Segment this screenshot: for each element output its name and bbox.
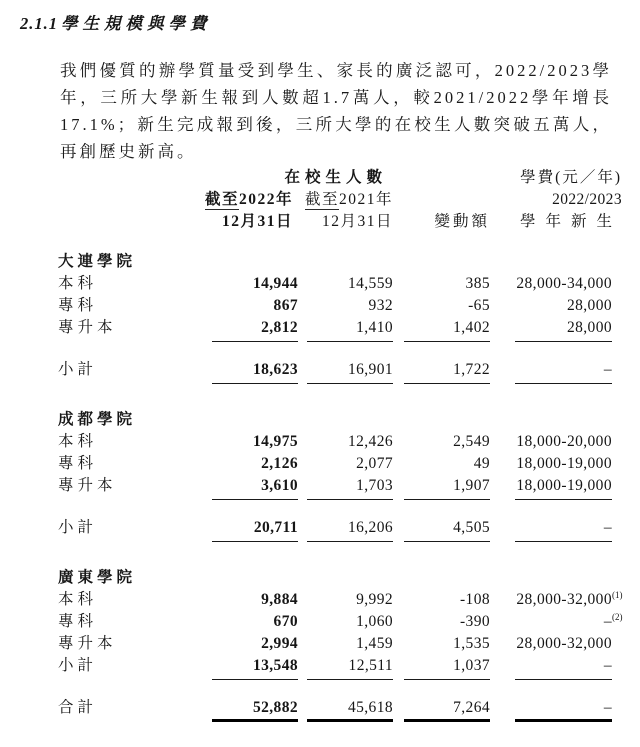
fee-value: 28,000-34,000	[516, 275, 612, 292]
rule-cell	[393, 539, 490, 545]
rule-line	[307, 383, 393, 384]
value-change: 1,037	[453, 657, 490, 674]
row-label: 專升本	[58, 635, 117, 652]
table-row	[58, 611, 623, 633]
rule-spacer-cell	[58, 719, 150, 725]
value-v2021: 2,077	[356, 455, 393, 472]
fee-value: –	[603, 361, 612, 378]
row-label: 本科	[58, 591, 98, 608]
value-change: 2,549	[453, 433, 490, 450]
rule-line	[404, 341, 490, 342]
rule-line	[307, 679, 393, 680]
section-header-row	[58, 567, 612, 589]
spacer	[58, 503, 612, 517]
subtotal-row	[58, 517, 612, 539]
subtotal-row	[58, 655, 612, 677]
value-change: 1,907	[453, 477, 490, 494]
row-label: 專升本	[58, 477, 117, 494]
rule-line	[515, 383, 612, 384]
table-row	[58, 273, 612, 295]
table-row	[58, 475, 612, 497]
row-label: 專升本	[58, 319, 117, 336]
row-label: 專科	[58, 455, 98, 472]
rule-line	[212, 541, 298, 542]
rule-cell	[150, 339, 298, 345]
rule-cell	[393, 677, 490, 683]
rule-cell	[490, 719, 612, 725]
rule-cell	[490, 497, 612, 503]
rule-line	[515, 499, 612, 500]
rule-line	[307, 719, 393, 722]
subtotal-row	[58, 359, 612, 381]
table-row	[58, 453, 612, 475]
value-fee	[490, 295, 612, 317]
rule-line	[307, 341, 393, 342]
value-v2021: 12,426	[347, 433, 393, 450]
value-fee	[490, 517, 612, 539]
rule-cell	[393, 381, 490, 387]
value-fee	[490, 633, 612, 655]
spacer	[58, 545, 612, 567]
row-label: 本科	[58, 433, 98, 450]
table-row	[58, 295, 612, 317]
rule-cell	[150, 381, 298, 387]
col-2022-header	[150, 189, 298, 211]
header-empty-cell	[393, 167, 490, 189]
rule-cell	[490, 677, 612, 683]
fee-group-header: 學費(元／年)	[520, 169, 622, 186]
asof-year-text: 2021年	[338, 191, 393, 208]
value-change: 1,722	[453, 361, 490, 378]
table-row	[58, 431, 612, 453]
fee-value: 28,000	[566, 319, 612, 336]
row-label: 專科	[58, 613, 98, 630]
rule-line	[515, 679, 612, 680]
value-v2021: 16,901	[347, 361, 393, 378]
rule-line	[515, 719, 612, 722]
row-label: 專科	[58, 297, 98, 314]
heading-number: 2.1.1	[20, 14, 58, 33]
section-title: 大連學院	[58, 253, 137, 270]
heading-title: 學生規模與學費	[61, 14, 212, 33]
row-label: 合計	[58, 699, 98, 716]
rule-row	[58, 719, 612, 725]
value-fee	[490, 273, 612, 295]
rule-cell	[298, 497, 393, 503]
spacer	[58, 683, 612, 697]
rule-row	[58, 539, 612, 545]
rule-spacer-cell	[58, 539, 150, 545]
fee-value: –	[603, 657, 612, 674]
value-change: 1,402	[453, 319, 490, 336]
fee-value: –	[603, 699, 612, 716]
rule-cell	[490, 339, 612, 345]
rule-line	[307, 541, 393, 542]
rule-cell	[393, 719, 490, 725]
value-v2022: 2,126	[261, 455, 298, 472]
rule-spacer-cell	[58, 381, 150, 387]
rule-row	[58, 381, 612, 387]
value-v2022: 3,610	[261, 477, 298, 494]
value-v2022: 20,711	[253, 519, 298, 536]
value-v2021: 1,703	[356, 477, 393, 494]
value-v2022: 670	[273, 613, 298, 630]
value-v2022: 9,884	[261, 591, 298, 608]
rule-cell	[298, 677, 393, 683]
rule-line	[212, 679, 298, 680]
rule-line	[404, 383, 490, 384]
value-change: 49	[473, 455, 490, 472]
value-fee	[490, 359, 612, 381]
table-header-row-sub	[58, 211, 622, 233]
section-header-row	[58, 409, 612, 431]
rule-cell	[490, 539, 612, 545]
table-body	[58, 251, 623, 725]
fee-value: –	[603, 519, 612, 536]
asof-year-text: 2022年	[238, 191, 293, 208]
value-change: 7,264	[453, 699, 490, 716]
table-row	[58, 633, 612, 655]
table-header-row-groups	[58, 167, 622, 189]
value-change: 1,535	[453, 635, 490, 652]
value-v2022: 52,882	[252, 699, 298, 716]
fee-value: 28,000	[566, 297, 612, 314]
rule-line	[212, 341, 298, 342]
footnote-marker: (1)	[612, 590, 623, 600]
header-empty-cell	[58, 189, 150, 211]
col-2021-header	[298, 189, 393, 211]
section-title: 廣東學院	[58, 569, 137, 586]
value-v2021: 9,992	[356, 591, 393, 608]
rule-spacer-cell	[58, 497, 150, 503]
value-v2021: 12,511	[348, 657, 393, 674]
header-empty-cell	[58, 211, 150, 233]
fee-value: 18,000-19,000	[516, 477, 612, 494]
value-v2021: 932	[368, 297, 393, 314]
value-v2021: 16,206	[347, 519, 393, 536]
section-heading	[20, 14, 640, 33]
value-v2021: 1,410	[356, 319, 393, 336]
value-change: 385	[465, 275, 490, 292]
rule-line	[212, 719, 298, 722]
value-v2021: 1,459	[356, 635, 393, 652]
value-change: -65	[468, 297, 490, 314]
rule-cell	[393, 497, 490, 503]
fee-value: 18,000-20,000	[516, 433, 612, 450]
rule-cell	[298, 719, 393, 725]
value-v2021: 1,060	[356, 613, 393, 630]
rule-cell	[298, 539, 393, 545]
value-fee	[490, 453, 612, 475]
rule-line	[212, 499, 298, 500]
value-fee	[490, 475, 612, 497]
rule-spacer-cell	[58, 677, 150, 683]
rule-cell	[150, 539, 298, 545]
section-title: 成都學院	[58, 411, 137, 428]
enrollment-fee-table	[58, 167, 623, 725]
col-2022-date-header: 12月31日	[221, 213, 293, 230]
fee-value: –	[603, 613, 612, 630]
spacer	[58, 233, 612, 251]
rule-row	[58, 677, 612, 683]
value-fee	[490, 655, 612, 677]
rule-row	[58, 497, 612, 503]
value-fee	[490, 697, 612, 719]
spacer	[58, 345, 612, 359]
rule-cell	[298, 339, 393, 345]
value-v2022: 14,944	[252, 275, 298, 292]
asof-underlined-text: 截至	[304, 191, 339, 208]
rule-line	[307, 499, 393, 500]
footnote-marker: (2)	[612, 612, 623, 622]
value-fee	[490, 589, 623, 611]
header-empty-cell	[58, 167, 150, 189]
row-label: 小計	[58, 657, 98, 674]
rule-cell	[150, 677, 298, 683]
students-group-header: 在校生人數	[284, 169, 387, 186]
spacer	[58, 387, 612, 409]
value-fee	[490, 431, 612, 453]
fee-value: 18,000-19,000	[516, 455, 612, 472]
value-v2022: 867	[273, 297, 298, 314]
total-row	[58, 697, 612, 719]
fee-newstudents-header: 學年新生	[519, 213, 622, 230]
fee-schoolyear-header: 2022/2023	[552, 191, 622, 208]
row-label: 小計	[58, 361, 98, 378]
row-label: 本科	[58, 275, 98, 292]
value-v2022: 14,975	[252, 433, 298, 450]
value-change: 4,505	[453, 519, 490, 536]
rule-row	[58, 339, 612, 345]
rule-line	[404, 499, 490, 500]
table-header-row-dates	[58, 189, 622, 211]
col-2021-date-header: 12月31日	[321, 213, 393, 230]
document-page	[0, 14, 640, 747]
header-empty-cell	[393, 189, 490, 211]
intro-paragraph: 我們優質的辦學質量受到學生、家長的廣泛認可，2022/2023學年，三所大學新生報到人數超1.7萬人，較2021/2022學年增長17.1%；新生完成報到後，三所大學的在校生人數突破五萬人，再創歷史新高。	[60, 61, 612, 161]
section-header-row	[58, 251, 612, 273]
value-fee	[490, 317, 612, 339]
value-v2021: 45,618	[347, 699, 393, 716]
value-fee	[490, 611, 623, 633]
value-v2022: 2,994	[261, 635, 298, 652]
value-change: -390	[459, 613, 490, 630]
table-row	[58, 317, 612, 339]
change-column-header: 變動額	[434, 213, 490, 230]
rule-spacer-cell	[58, 339, 150, 345]
rule-cell	[490, 381, 612, 387]
row-label: 小計	[58, 519, 98, 536]
rule-line	[404, 719, 490, 722]
value-v2022: 13,548	[252, 657, 298, 674]
rule-cell	[150, 497, 298, 503]
asof-underlined-text: 截至	[204, 191, 239, 208]
rule-cell	[393, 339, 490, 345]
rule-line	[515, 341, 612, 342]
rule-line	[404, 679, 490, 680]
fee-value: 28,000-32,000	[516, 635, 612, 652]
fee-value: 28,000-32,000	[516, 591, 612, 608]
rule-cell	[298, 381, 393, 387]
value-change: -108	[459, 591, 490, 608]
rule-cell	[150, 719, 298, 725]
value-v2021: 14,559	[347, 275, 393, 292]
rule-line	[515, 541, 612, 542]
rule-line	[212, 383, 298, 384]
value-v2022: 2,812	[261, 319, 298, 336]
rule-line	[404, 541, 490, 542]
table-row	[58, 589, 623, 611]
value-v2022: 18,623	[252, 361, 298, 378]
